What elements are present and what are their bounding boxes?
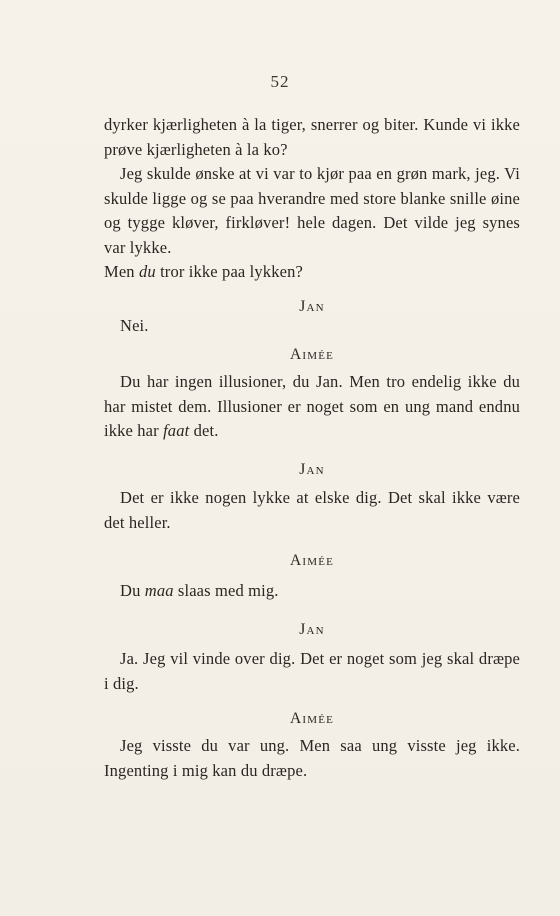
speaker-name: Aimée: [289, 710, 335, 727]
text-block-1: [104, 113, 520, 285]
dialogue-block: Du har ingen illusioner, du Jan. Men tro endelig ikke du har mistet dem. Illusioner er noget som en ung mand endnu ikke har faat det.: [104, 372, 520, 440]
paragraph: Men du tror ikke paa lykken?: [104, 262, 303, 281]
paragraph: Jeg skulde ønske at vi var to kjør paa en grøn mark, jeg. Vi skulde ligge og se paa hverandre med store blanke snille øine og tygge kløver, firkløver! hele dagen. Det vilde jeg synes var lykke.: [104, 164, 520, 257]
dialogue-block: Du maa slaas med mig.: [120, 581, 279, 600]
speaker-name: Aimée: [289, 552, 335, 569]
speaker-name: Jan: [299, 298, 325, 315]
dialogue-block: Det er ikke nogen lykke at elske dig. Det skal ikke være det heller.: [104, 488, 520, 532]
speaker-name: Aimée: [289, 346, 335, 363]
dialogue-block: Ja. Jeg vil vinde over dig. Det er noget som jeg skal dræpe i dig.: [104, 649, 520, 693]
speaker-name: Jan: [299, 461, 325, 478]
dialogue-line: Nei.: [120, 316, 149, 335]
speaker-name: Jan: [299, 621, 325, 638]
dialogue-block: Jeg visste du var ung. Men saa ung visste jeg ikke. Ingenting i mig kan du dræpe.: [104, 736, 520, 780]
paragraph: dyrker kjærligheten à la tiger, snerrer og biter. Kunde vi ikke prøve kjærligheten à la ko?: [104, 115, 520, 159]
page-number: 52: [270, 72, 290, 91]
